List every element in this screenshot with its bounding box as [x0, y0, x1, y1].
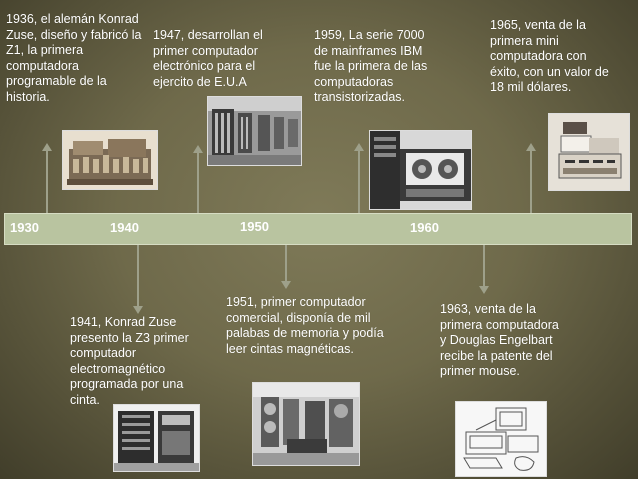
- year-1960: 1960: [410, 220, 439, 235]
- arrow-1963: [483, 245, 485, 287]
- arrow-1941: [137, 245, 139, 307]
- mouse-patent-photo: [455, 401, 547, 477]
- event-1936: 1936, el alemán Konrad Zuse, diseño y fabricó la Z1, la primera computadora programable de la historia.: [6, 12, 142, 104]
- timeline-bar: [4, 213, 632, 245]
- z1-machine-photo: [62, 130, 158, 190]
- arrow-1965: [530, 150, 532, 213]
- year-1950: 1950: [240, 219, 269, 234]
- arrow-1959: [358, 150, 360, 213]
- year-1940: 1940: [110, 220, 139, 235]
- univac-photo: [252, 382, 360, 466]
- event-1965: 1965, venta de la primera mini computadora con éxito, con un valor de 18 mil dólares.: [490, 18, 609, 95]
- event-1951: 1951, primer computador comercial, disponía de mil palabas de memoria y podía leer cintas magnéticas.: [226, 295, 384, 356]
- arrow-1951: [285, 245, 287, 282]
- event-1959: 1959, La serie 7000 de mainframes IBM fue la primera de las computadoras transistorizadas.: [314, 28, 428, 105]
- event-1963: 1963, venta de la primera computadora y Douglas Engelbart recibe la patente del primer mouse.: [440, 302, 559, 379]
- eniac-photo: [207, 96, 302, 166]
- minicomputer-photo: [548, 113, 630, 191]
- arrow-1947: [197, 152, 199, 213]
- year-1930: 1930: [10, 220, 39, 235]
- ibm-7000-photo: [369, 130, 472, 210]
- event-1941: 1941, Konrad Zuse presento la Z3 primer computador electromagnético programada por una cinta.: [70, 315, 189, 407]
- z3-computer-photo: [113, 404, 200, 472]
- arrow-1936: [46, 150, 48, 213]
- event-1947: 1947, desarrollan el primer computador electrónico para el ejercito de E.U.A: [153, 28, 263, 89]
